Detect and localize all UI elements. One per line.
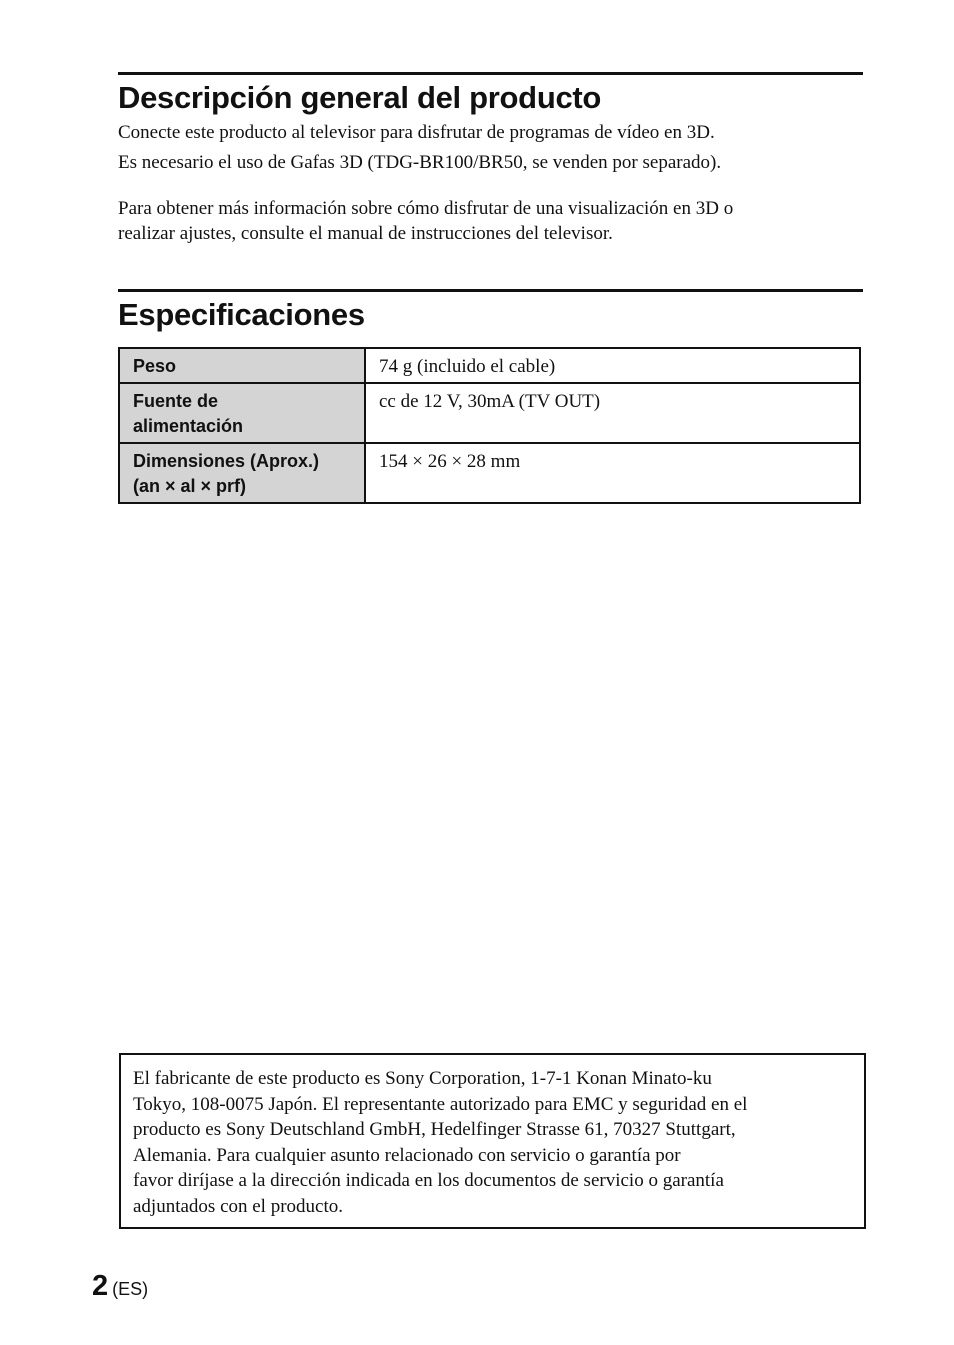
overview-more-info-paragraph xyxy=(118,196,858,246)
specs-top-rule xyxy=(118,289,863,292)
notice-line: Tokyo, 108-0075 Japón. El representante autorizado para EMC y seguridad en el xyxy=(133,1093,748,1115)
overview-line: realizar ajustes, consulte el manual de instrucciones del televisor. xyxy=(118,223,613,244)
notice-line: producto es Sony Deutschland GmbH, Hedelfinger Strasse 61, 70327 Stuttgart, xyxy=(133,1119,736,1141)
specs-table xyxy=(118,347,861,504)
specs-value: 74 g (incluido el cable) xyxy=(365,348,860,383)
specs-value: cc de 12 V, 30mA (TV OUT) xyxy=(365,383,860,443)
overview-heading: Descripción general del producto xyxy=(118,80,602,115)
specs-label-cell xyxy=(119,443,365,503)
notice-line: adjuntados con el producto. xyxy=(133,1195,344,1217)
specs-row-dimensions xyxy=(119,443,860,503)
specs-label-cell xyxy=(119,348,365,383)
overview-intro-paragraph xyxy=(118,118,858,178)
specs-value: 154 × 26 × 28 mm xyxy=(365,443,860,503)
notice-line: favor diríjase a la dirección indicada en los documentos de servicio o garantía xyxy=(133,1170,724,1192)
overview-top-rule xyxy=(118,72,863,75)
notice-line: El fabricante de este producto es Sony Corporation, 1-7-1 Konan Minato-ku xyxy=(133,1068,712,1089)
specs-label-cell xyxy=(119,383,365,443)
overview-section-header xyxy=(118,72,863,113)
overview-line: Para obtener más información sobre cómo disfrutar de una visualización en 3D o xyxy=(118,198,734,219)
notice-line: Alemania. Para cualquier asunto relacionado con servicio o garantía por xyxy=(133,1144,681,1166)
page-footer xyxy=(92,1270,148,1303)
page-number: 2 xyxy=(92,1270,109,1302)
specs-label: alimentación xyxy=(133,416,244,436)
specs-label: (an × al × prf) xyxy=(133,476,247,496)
language-code: (ES) xyxy=(112,1279,149,1299)
specs-section-header xyxy=(118,289,863,330)
overview-line: Conecte este producto al televisor para disfrutar de programas de vídeo en 3D. xyxy=(118,122,715,143)
manufacturer-notice-box xyxy=(119,1053,866,1229)
overview-line: Es necesario el uso de Gafas 3D (TDG-BR100/BR50, se venden por separado). xyxy=(118,152,722,173)
specs-label: Fuente de xyxy=(133,391,219,411)
specs-row-weight xyxy=(119,348,860,383)
specs-heading: Especificaciones xyxy=(118,297,365,332)
specs-row-power xyxy=(119,383,860,443)
specs-label: Peso xyxy=(133,356,177,376)
specs-label: Dimensiones (Aprox.) xyxy=(133,451,320,471)
